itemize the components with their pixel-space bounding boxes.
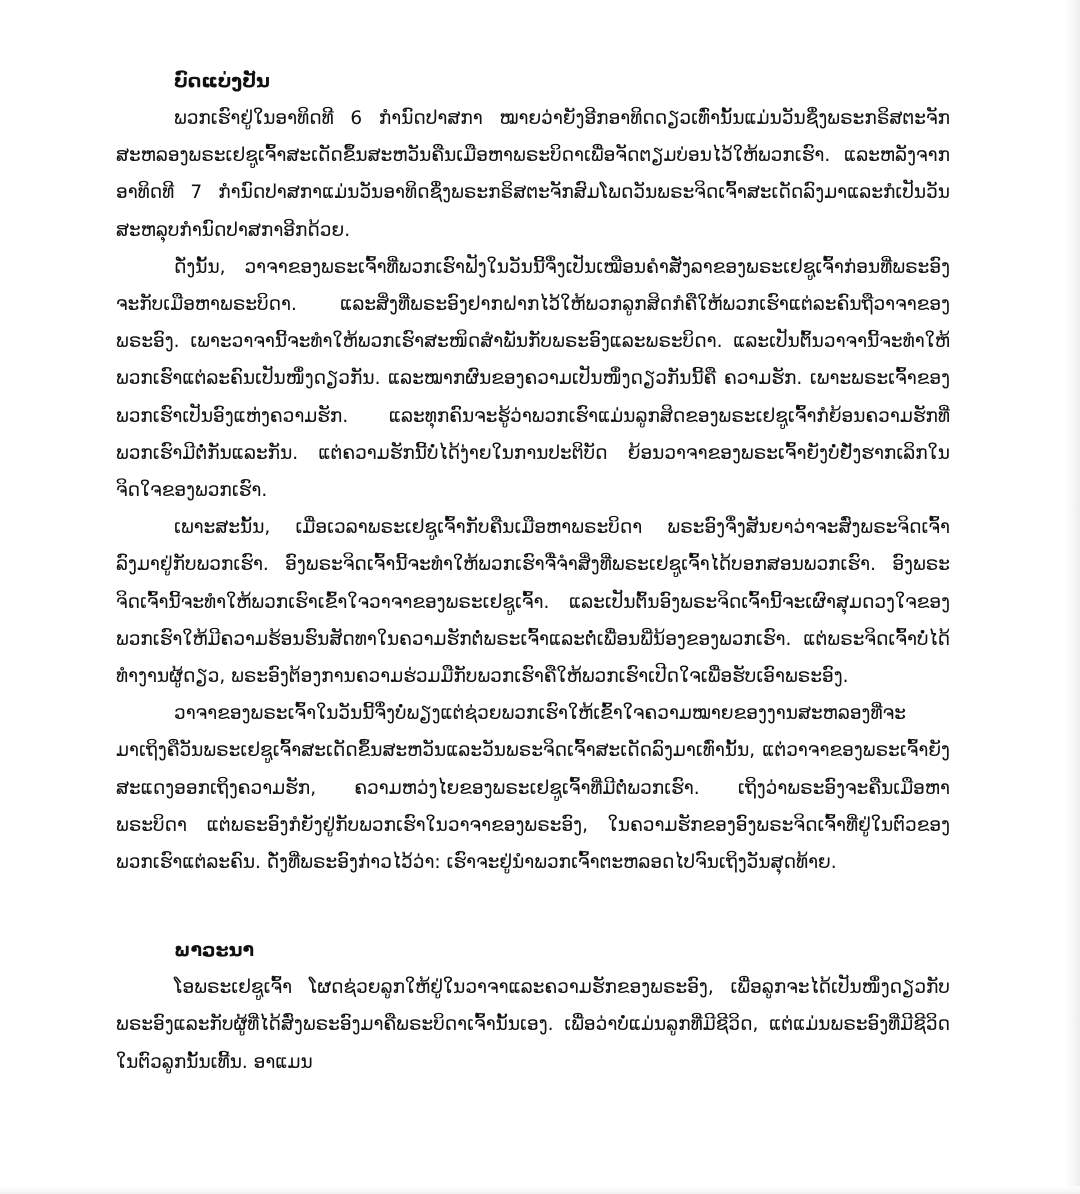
prayer-paragraph: ໂອພຣະເຢຊູເຈົ້າ ໂຜດຊ່ວຍລູກໃຫ້ຢູ່ໃນວາຈາແລະຄວາມຮັກຂອງພຣະອົງ, ເພື່ອລູກຈະໄດ້ເປັນໜຶ່ງດຽວກັບພຣະອົງແລະກັບຜູ້ທີ່ໄດ້ສົ່ງພຣະອົງມາຄືພຣະບິດາເຈົ້ານັ້ນເອງ. ເພື່ອວ່າບໍ່ແມ່ນລູກທີ່ມີຊີວິດ, ແຕ່ແມ່ນພຣະອົງທີ່ມີຊີວິດໃນຕົວລູກນັ້ນເທີ້ນ. ອາແມນ xyxy=(116,977,950,1073)
sharing-section xyxy=(116,62,950,881)
sharing-paragraph-3: ເພາະສະນັ້ນ, ເມື່ອເວລາພຣະເຢຊູເຈົ້າກັບຄືນເມືອຫາພຣະບິດາ ພຣະອົງຈຶ່ງສັນຍາວ່າຈະສົ່ງພຣະຈິດເຈົ້າລົງມາຢູ່ກັບພວກເຮົາ. ອົງພຣະຈິດເຈົ້ານີ້ຈະທໍາໃຫ້ພວກເຮົາຈື່ຈໍາສິ່ງທີ່ພຣະເຢຊູເຈົ້າໄດ້ບອກສອນພວກເຮົາ. ອົງພຣະຈິດເຈົ້ານີ້ຈະທໍາໃຫ້ພວກເຮົາເຂົ້າໃຈວາຈາຂອງພຣະເຢຊູເຈົ້າ. ແລະເປັນຕົ້ນອົງພຣະຈິດເຈົ້ານີ້ຈະເຜົາສຸມດວງໃຈຂອງພວກເຮົາໃຫ້ມີຄວາມຮ້ອນຮົນສັດທາໃນຄວາມຮັກຕໍ່ພຣະເຈົ້າແລະຕໍ່ເພື່ອນພີ່ນ້ອງຂອງພວກເຮົາ. ແຕ່ພຣະຈິດເຈົ້າບໍ່ໄດ້ທໍາງານຜູ້ດຽວ, ພຣະອົງຕ້ອງການຄວາມຮ່ວມມືກັບພວກເຮົາຄືໃຫ້ພວກເຮົາເປີດໃຈເພື່ອຮັບເອົາພຣະອົງ. xyxy=(116,517,950,688)
page-right-edge-shadow xyxy=(1066,0,1080,1194)
sharing-paragraph-4: ວາຈາຂອງພຣະເຈົ້າໃນວັນນີ້ຈຶ່ງບໍ່ພຽງແຕ່ຊ່ວຍພວກເຮົາໃຫ້ເຂົ້າໃຈຄວາມໝາຍຂອງງານສະຫລອງທີ່ຈະມາເຖິງຄືວັນພຣະເຢຊູເຈົ້າສະເດັດຂຶ້ນສະຫວັນແລະວັນພຣະຈິດເຈົ້າສະເດັດລົງມາເທົ່ານັ້ນ, ແຕ່ວາຈາຂອງພຣະເຈົ້າຍັງສະແດງອອກເຖິງຄວາມຮັກ, ຄວາມຫວ່ງໄຍຂອງພຣະເຢຊູເຈົ້າທີ່ມີຕໍ່ພວກເຮົາ. ເຖິງວ່າພຣະອົງຈະຄືນເມືອຫາພຣະບິດາ ແຕ່ພຣະອົງກໍຍັງຢູ່ກັບພວກເຮົາໃນວາຈາຂອງພຣະອົງ, ໃນຄວາມຮັກຂອງອົງພຣະຈິດເຈົ້າທີ່ຢູ່ໃນຕົວຂອງພວກເຮົາແຕ່ລະຄົນ. ດັ່ງທີ່ພຣະອົງກ່າວໄວ້ວ່າ: ເຮົາຈະຢູ່ນໍາພວກເຈົ້າຕະຫລອດໄປຈົນເຖິງວັນສຸດທ້າຍ. xyxy=(116,703,950,874)
page-bottom-edge-shadow xyxy=(0,1186,1080,1194)
prayer-heading: ພາວະນາ xyxy=(174,939,255,962)
sharing-paragraph-2: ດັ່ງນັ້ນ, ວາຈາຂອງພຣະເຈົ້າທີ່ພວກເຮົາຟັງໃນວັນນີ້ຈຶ່ງເປັນເໝືອນຄໍາສັ່ງລາຂອງພຣະເຢຊູເຈົ້າກ່ອນທີ່ພຣະອົງຈະກັບເມືອຫາພຣະບິດາ. ແລະສິ່ງທີ່ພຣະອົງຢາກຝາກໄວ້ໃຫ້ພວກລູກສິດກໍຄືໃຫ້ພວກເຮົາແຕ່ລະຄົນຖືວາຈາຂອງພຣະອົງ. ເພາະວາຈານີ້ຈະທໍາໃຫ້ພວກເຮົາສະໜິດສໍາພັນກັບພຣະອົງແລະພຣະບິດາ. ແລະເປັນຕົ້ນວາຈານີ້ຈະທໍາໃຫ້ພວກເຮົາແຕ່ລະຄົນເປັນໜຶ່ງດຽວກັນ. ແລະໝາກຜົນຂອງຄວາມເປັນໜຶ່ງດຽວກັນນີ້ຄື ຄວາມຮັກ. ເພາະພຣະເຈົ້າຂອງພວກເຮົາເປັນອົງແຫ່ງຄວາມຮັກ. ແລະທຸກຄົນຈະຮູ້ວ່າພວກເຮົາແມ່ນລູກສິດຂອງພຣະເຢຊູເຈົ້າກໍຍ້ອນຄວາມຮັກທີ່ພວກເຮົາມີຕໍ່ກັນແລະກັນ. ແຕ່ຄວາມຮັກນີ້ບໍ່ໄດ້ງ່າຍໃນການປະຕິບັດ ຍ້ອນວາຈາຂອງພຣະເຈົ້າຍັງບໍ່ຢັ່ງຮາກເລິກໃນຈິດໃຈຂອງພວກເຮົາ. xyxy=(116,256,950,502)
sharing-heading: ບົດແບ່ງປັນ xyxy=(174,70,270,92)
document-body xyxy=(116,62,950,1081)
section-gap xyxy=(116,881,950,931)
prayer-section xyxy=(116,931,950,1081)
sharing-paragraph-1: ພວກເຮົາຢູ່ໃນອາທິດທີ 6 ກໍານົດປາສກາ ໝາຍວ່າຍັງອີກອາທິດດຽວເທົ່ານັ້ນແມ່ນວັນຊຶ່ງພຣະກຣິສຕະຈັກສະຫລອງພຣະເຢຊູເຈົ້າສະເດັດຂຶ້ນສະຫວັນຄືນເມືອຫາພຣະບິດາເພື່ອຈັດຕຽມບ່ອນໄວ້ໃຫ້ພວກເຮົາ. ແລະຫລັງຈາກອາທິດທີ 7 ກໍານົດປາສກາແມ່ນວັນອາທິດຊຶ່ງພຣະກຣິສຕະຈັກສົມໂພດວັນພຣະຈິດເຈົ້າສະເດັດລົງມາແລະກໍເປັນວັນສະຫລຸບກໍານົດປາສກາອີກດ້ວຍ. xyxy=(116,108,950,241)
